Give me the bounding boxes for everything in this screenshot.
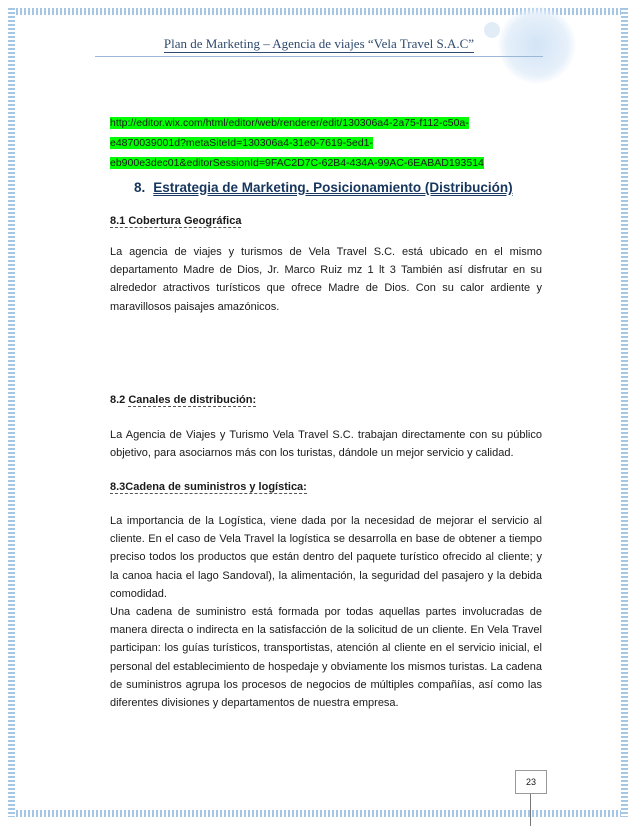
section-8-3-title: 8.3Cadena de suministros y logística:: [110, 481, 307, 493]
section-8-3-body: [110, 512, 542, 712]
section-8-1-paragraph: La agencia de viajes y turismos de Vela Travel S.C. está ubicado en el mismo departamento Madre de Dios, Jr. Marco Ruiz mz 1 lt 3 También así disfrutar en su alrededor atractivos turísticos que ofrece Madre de Dios. Con su calor ardiente y maravillosos paisajes amazónicos.: [110, 246, 542, 313]
page-header: [0, 36, 638, 52]
section-8-3-heading: [110, 481, 307, 493]
section-8-3-paragraph-1: La importancia de la Logística, viene dada por la necesidad de mejorar el servicio al cliente. En el caso de Vela Travel la logística se desarrolla en base de obtener a tiempo preciso todos los productos que están dentro del paquete turístico ofrecido al cliente; y la canoa hacia el lago Sandoval), la alimentación, la seguridad del pasajero y la debida comodidad.: [110, 515, 542, 600]
section-8-number: 8.: [134, 180, 146, 195]
page-border-right: [621, 8, 628, 817]
section-8-2-paragraph: La Agencia de Viajes y Turismo Vela Travel S.C. trabajan directamente con su público objetivo, para asociarnos más con los turistas, dándole un mejor servicio y calidad.: [110, 429, 542, 460]
section-8-title: Estrategia de Marketing. Posicionamiento (Distribución): [153, 180, 513, 195]
page-number-stem: [530, 794, 531, 826]
section-8-2-body: [110, 426, 542, 462]
page-border-left: [8, 8, 15, 817]
section-8-2-heading: [110, 394, 256, 406]
header-rule: [95, 56, 543, 57]
page-number-box: [515, 770, 547, 794]
section-8-1-body: [110, 243, 542, 316]
page-number: 23: [525, 777, 536, 787]
section-8-3-paragraph-2: Una cadena de suministro está formada por todas aquellas partes involucradas de manera directa o indirecta en la satisfacción de la solicitud de un cliente. En Vela Travel participan: los guías turísticos, transportistas, atención al cliente en el servicio inicial, el personal del establecimiento de hospedaje y obviamente los mismos turistas. La cadena de suministros agrupa los procesos de negocios de múltiples compañías, así como las diferentes divisiones y departamentos de nuestra empresa.: [110, 606, 542, 710]
page-border-bottom: [8, 810, 628, 817]
url-line-2[interactable]: e4870039001d?metaSiteId=130306a4-31e0-7619-5ed1-: [110, 137, 374, 149]
url-line-1[interactable]: http://editor.wix.com/html/editor/web/renderer/edit/130306a4-2a75-f112-c50a-: [110, 117, 469, 129]
highlighted-url[interactable]: [110, 113, 540, 173]
section-8-2-title: Canales de distribución:: [128, 394, 257, 406]
section-8-2-prefix: 8.2: [110, 394, 129, 406]
section-8-heading: [134, 180, 513, 195]
header-title: Plan de Marketing – Agencia de viajes “Vela Travel S.A.C”: [163, 36, 475, 51]
section-8-1-heading: [110, 215, 241, 227]
section-8-1-title: 8.1 Cobertura Geográfica: [110, 215, 242, 227]
url-line-3[interactable]: eb900e3dec01&editorSessionId=9FAC2D7C-62B4-434A-99AC-6EABAD193514: [110, 157, 484, 169]
